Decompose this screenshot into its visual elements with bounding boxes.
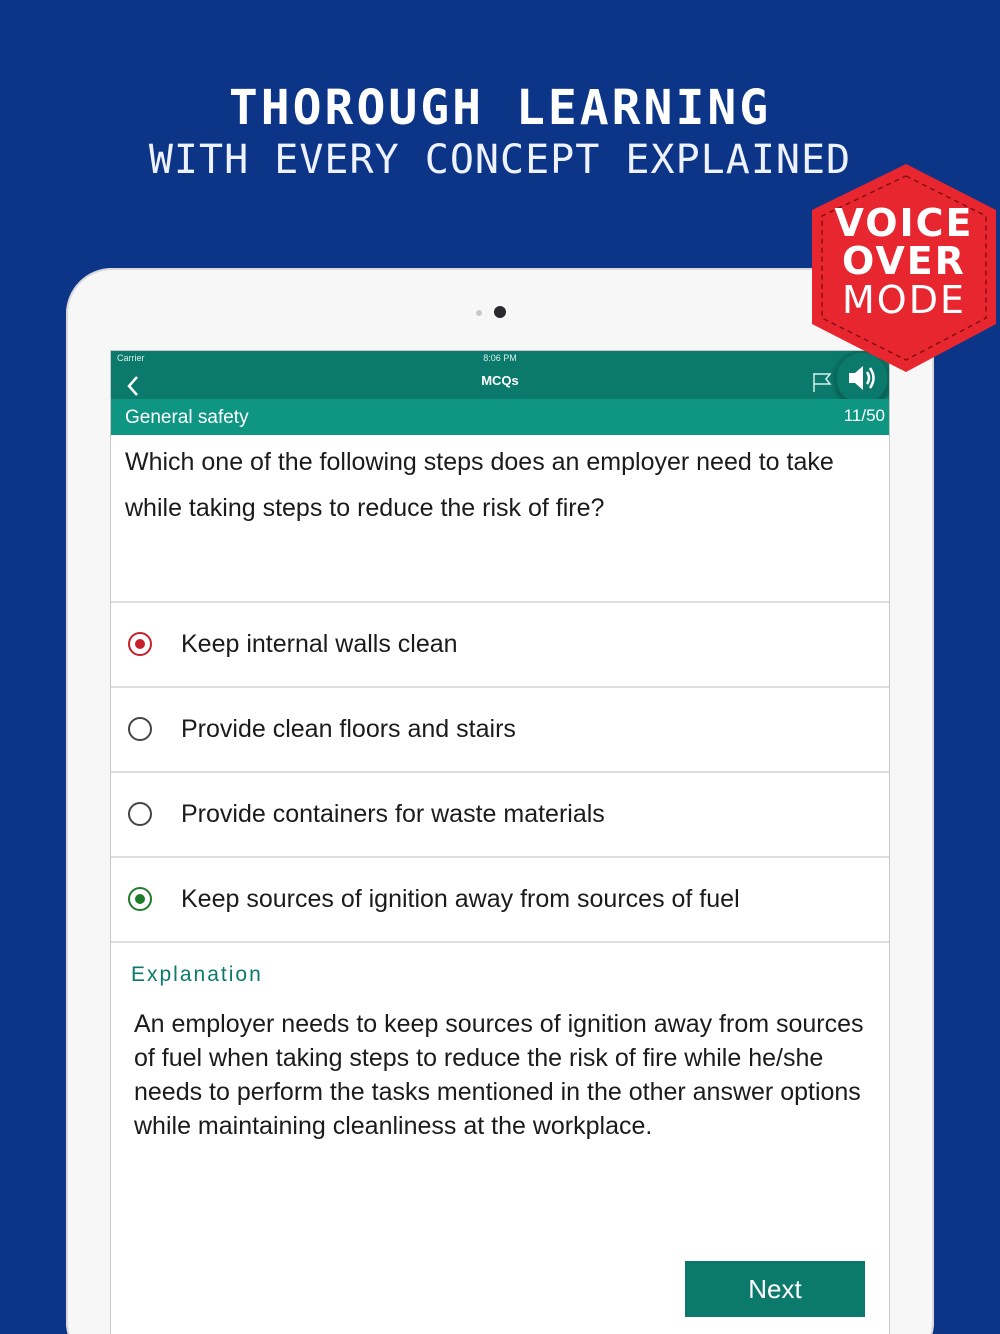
next-button[interactable]: Next (685, 1261, 865, 1317)
radio-empty-icon[interactable] (128, 802, 152, 826)
flag-icon (811, 371, 833, 393)
app-screen (110, 350, 890, 1334)
status-bar (111, 351, 889, 365)
status-time: 8:06 PM (483, 353, 517, 363)
badge-line-2: OVER (842, 239, 966, 283)
answer-option-2[interactable] (111, 688, 889, 773)
answer-option-3[interactable] (111, 773, 889, 858)
answer-label: Provide containers for waste materials (181, 800, 605, 828)
badge-line-3: MODE (842, 278, 966, 322)
radio-selected-wrong-icon[interactable] (128, 632, 152, 656)
sensor-dot (476, 310, 482, 316)
answer-option-1[interactable] (111, 603, 889, 688)
category-label: General safety (125, 407, 249, 428)
answer-option-4[interactable] (111, 858, 889, 943)
voice-over-badge (806, 162, 1000, 374)
badge-line-1: VOICE (834, 201, 974, 245)
badge-text (806, 201, 1000, 322)
answer-label: Keep internal walls clean (181, 630, 458, 658)
headline-subtitle: WITH EVERY CONCEPT EXPLAINED (148, 137, 852, 183)
explanation-heading: Explanation (131, 963, 263, 986)
radio-empty-icon[interactable] (128, 717, 152, 741)
carrier-label: Carrier (117, 353, 145, 363)
answer-options (111, 601, 889, 943)
headline-title: THOROUGH LEARNING (228, 80, 772, 136)
question-text: Which one of the following steps does an employer need to take while taking steps to reduce the risk of fire? (125, 448, 834, 522)
flag-button[interactable] (811, 371, 833, 393)
answer-label: Provide clean floors and stairs (181, 715, 516, 743)
radio-correct-icon[interactable] (128, 887, 152, 911)
question-counter: 11/50 (843, 406, 885, 425)
category-bar (111, 399, 889, 435)
camera-dot (494, 306, 506, 318)
explanation-text: An employer needs to keep sources of ignition away from sources of fuel when taking steps to reduce the risk of fire while he/she needs to perform the tasks mentioned in the other answer options while maintaining cleanliness at the workplace. (134, 1010, 864, 1140)
nav-title: MCQs (481, 373, 519, 388)
answer-label: Keep sources of ignition away from sources of fuel (181, 885, 740, 913)
